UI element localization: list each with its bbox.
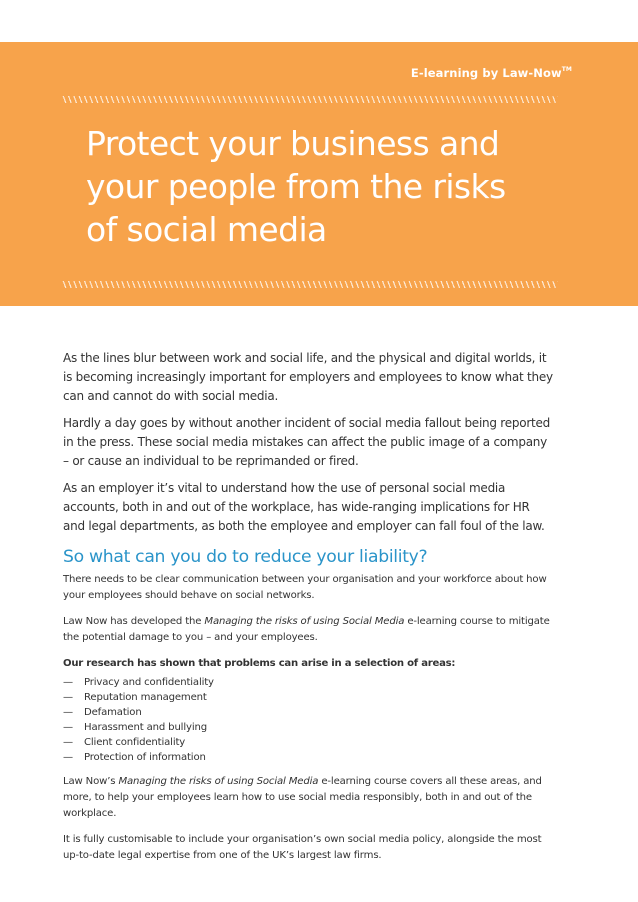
body-paragraph: Law Now has developed the Managing the risks of using Social Media e-learning course to mitigate the potential damage to you – and your employees. <box>63 616 550 643</box>
hatch-divider-top <box>62 96 558 103</box>
areas-list <box>63 675 553 765</box>
course-title: Managing the risks of using Social Media <box>204 616 405 627</box>
course-title: Managing the risks of using Social Media <box>118 776 319 787</box>
list-item: — Client confidentiality <box>63 737 186 748</box>
section-heading: So what can you do to reduce your liability? <box>63 547 428 567</box>
hatch-divider-bottom <box>62 281 558 288</box>
list-item: — Defamation <box>63 707 142 718</box>
list-item: — Privacy and confidentiality <box>63 677 214 688</box>
intro-paragraph: As an employer it’s vital to understand how the use of personal social media accounts, both in and out of the workplace, has wide-ranging implications for HR and legal departments, as both the employee and employer can fall foul of the law. <box>63 481 545 533</box>
body-paragraph: Law Now’s Managing the risks of using Social Media e-learning course covers all these areas, and more, to help your employees learn how to use social media responsibly, both in and out of the workplace. <box>63 776 542 819</box>
body-paragraph: It is fully customisable to include your organisation’s own social media policy, alongside the most up-to-date legal expertise from one of the UK’s largest law firms. <box>63 834 542 861</box>
page-title: Protect your business and your people from the risks of social media <box>86 124 506 249</box>
header-banner <box>0 42 638 306</box>
section-body <box>63 572 553 864</box>
list-item: — Protection of information <box>63 752 206 763</box>
list-item: — Reputation management <box>63 692 207 703</box>
intro-paragraph: As the lines blur between work and social life, and the physical and digital worlds, it is becoming increasingly important for employers and employees to know what they can and cannot do with social media. <box>63 351 553 403</box>
main-content <box>63 349 553 874</box>
trademark-mark: TM <box>561 66 572 73</box>
body-paragraph: There needs to be clear communication between your organisation and your workforce about how your employees should behave on social networks. <box>63 574 547 601</box>
list-item: — Harassment and bullying <box>63 722 207 733</box>
research-lead: Our research has shown that problems can arise in a selection of areas: <box>63 658 456 669</box>
intro-section <box>63 349 553 536</box>
intro-paragraph: Hardly a day goes by without another incident of social media fallout being reported in the press. These social media mistakes can affect the public image of a company – or cause an individual to be reprimanded or fired. <box>63 416 550 468</box>
brand-label: E-learning by Law-Now™ <box>410 66 572 80</box>
